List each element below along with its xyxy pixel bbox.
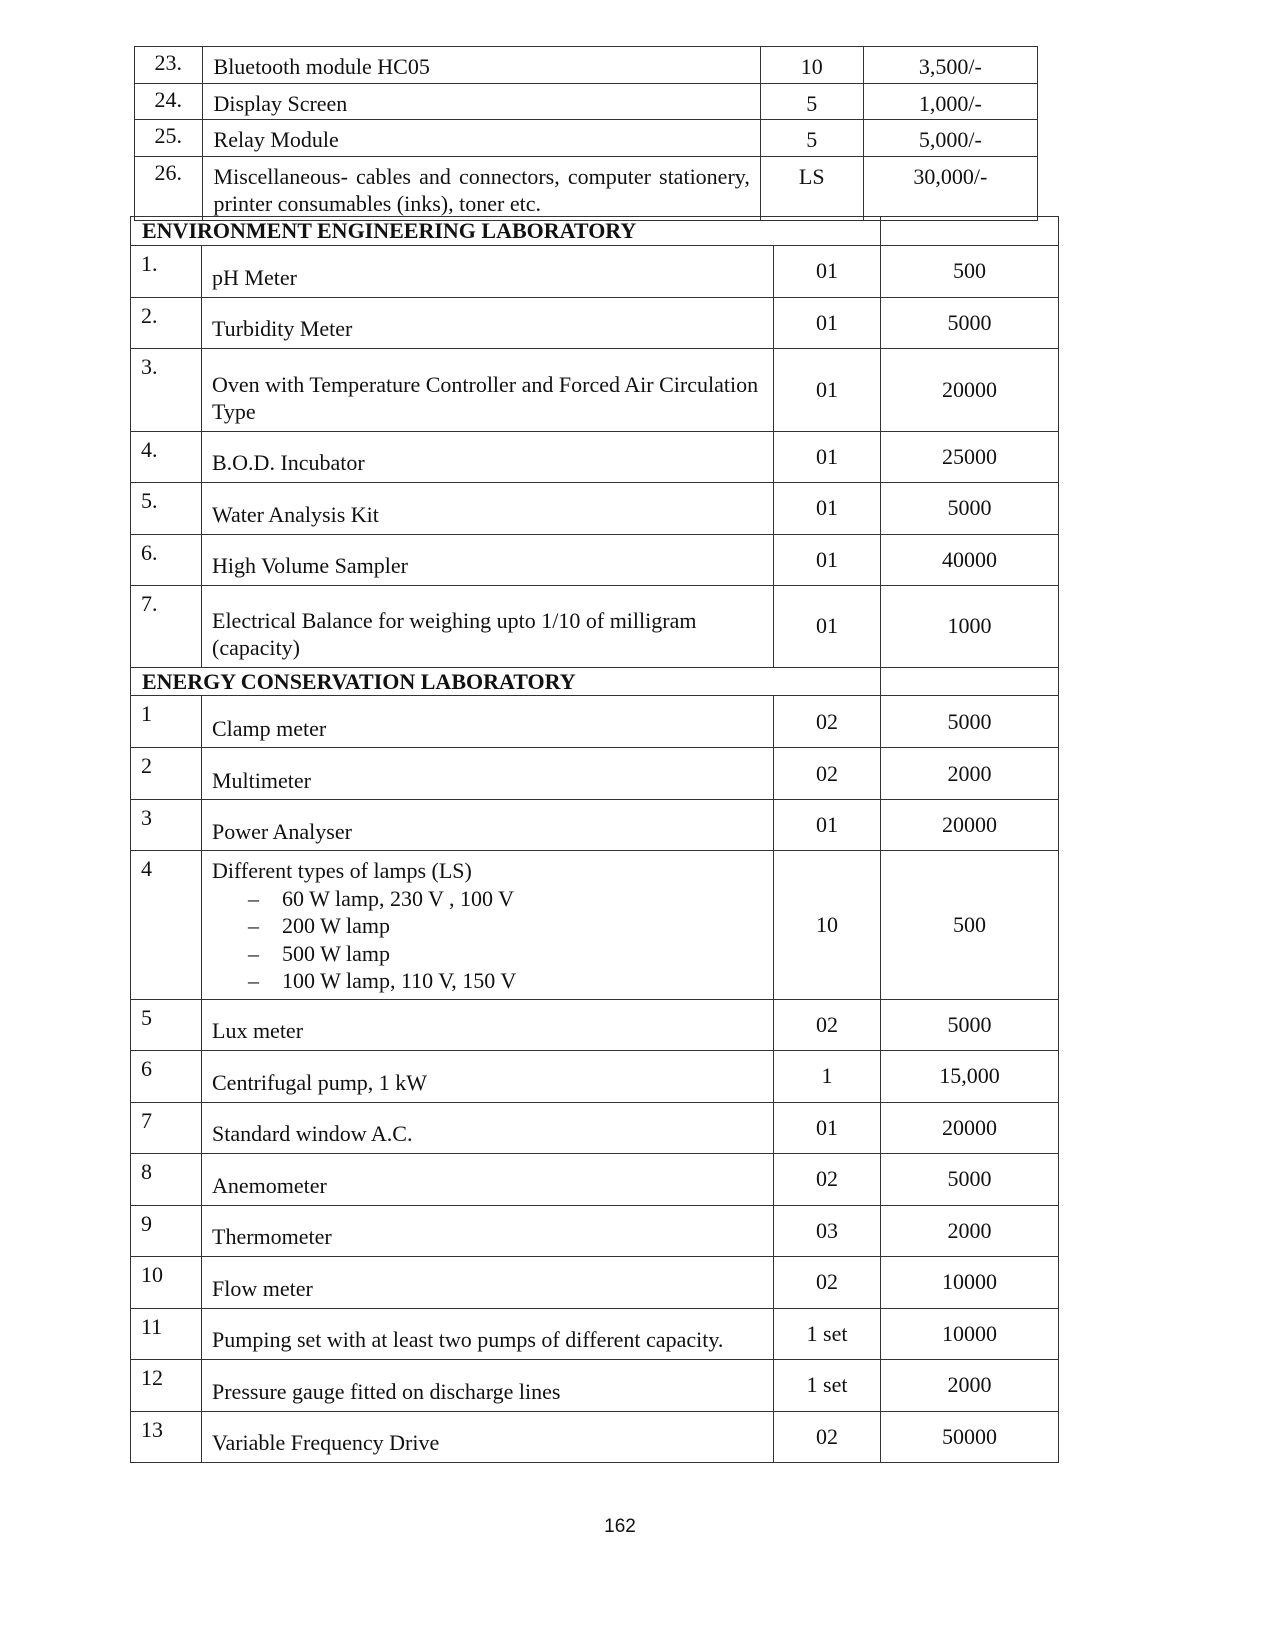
table-row xyxy=(131,1205,1059,1256)
item-cost: 5000 xyxy=(881,1153,1059,1205)
row-number: 6. xyxy=(131,534,202,585)
item-name: Water Analysis Kit xyxy=(202,482,774,534)
lamp-list xyxy=(212,885,765,995)
item-cost: 5000 xyxy=(881,297,1059,348)
item-cost: 50000 xyxy=(881,1411,1059,1462)
item-name: Power Analyser xyxy=(202,800,774,851)
item-cost: 5,000/- xyxy=(863,120,1037,157)
item-cost: 20000 xyxy=(881,1102,1059,1153)
item-name: Thermometer xyxy=(202,1205,774,1256)
item-quantity: 03 xyxy=(774,1205,881,1256)
item-cost: 500 xyxy=(881,245,1059,297)
item-cost: 20000 xyxy=(881,800,1059,851)
table-row xyxy=(131,534,1059,585)
item-cost: 5000 xyxy=(881,696,1059,748)
item-quantity: 01 xyxy=(774,482,881,534)
item-name: B.O.D. Incubator xyxy=(202,431,774,482)
section-heading-row xyxy=(131,667,1059,696)
table-row xyxy=(131,800,1059,851)
table-row xyxy=(131,245,1059,297)
item-quantity: 5 xyxy=(760,120,863,157)
table-row xyxy=(131,585,1059,667)
item-cost: 15,000 xyxy=(881,1050,1059,1102)
table-row xyxy=(131,1050,1059,1102)
item-quantity: 10 xyxy=(760,47,863,84)
item-quantity: 02 xyxy=(774,999,881,1050)
section-heading-row xyxy=(131,217,1059,246)
table-row xyxy=(131,1256,1059,1308)
item-name: Bluetooth module HC05 xyxy=(202,47,760,84)
table-row xyxy=(131,1102,1059,1153)
table-row xyxy=(135,120,1038,157)
table-row xyxy=(131,999,1059,1050)
row-number: 1. xyxy=(131,245,202,297)
item-quantity: 02 xyxy=(774,748,881,800)
table-row xyxy=(135,156,1038,220)
item-cost: 5000 xyxy=(881,482,1059,534)
item-name: Miscellaneous- cables and connectors, computer stationery, printer consumables (inks), toner etc. xyxy=(202,156,760,220)
row-number: 3. xyxy=(131,348,202,431)
row-number: 11 xyxy=(131,1308,202,1359)
item-name: Pressure gauge fitted on discharge lines xyxy=(202,1359,774,1411)
lamp-list-item: – 200 W lamp xyxy=(212,912,765,940)
page-number: 162 xyxy=(604,1516,636,1537)
item-name: Clamp meter xyxy=(202,696,774,748)
item-cost: 1000 xyxy=(881,585,1059,667)
item-cost: 500 xyxy=(881,851,1059,1000)
item-quantity: 01 xyxy=(774,348,881,431)
table-row xyxy=(135,47,1038,84)
energy-lab-heading: ENERGY CONSERVATION LABORATORY xyxy=(131,667,881,696)
item-quantity: 02 xyxy=(774,1411,881,1462)
table-row xyxy=(131,348,1059,431)
item-name: Electrical Balance for weighing upto 1/10 of milligram (capacity) xyxy=(202,585,774,667)
item-quantity: 01 xyxy=(774,431,881,482)
item-name: Standard window A.C. xyxy=(202,1102,774,1153)
row-number: 12 xyxy=(131,1359,202,1411)
item-cost: 40000 xyxy=(881,534,1059,585)
row-number: 5 xyxy=(131,999,202,1050)
item-cost: 10000 xyxy=(881,1308,1059,1359)
item-name: Multimeter xyxy=(202,748,774,800)
item-name: Pumping set with at least two pumps of different capacity. xyxy=(202,1308,774,1359)
item-quantity: 1 xyxy=(774,1050,881,1102)
item-quantity: 01 xyxy=(774,585,881,667)
table-row xyxy=(131,696,1059,748)
item-cost: 5000 xyxy=(881,999,1059,1050)
row-number: 8 xyxy=(131,1153,202,1205)
row-number: 13 xyxy=(131,1411,202,1462)
item-name: Flow meter xyxy=(202,1256,774,1308)
item-cost: 2000 xyxy=(881,748,1059,800)
item-name: Centrifugal pump, 1 kW xyxy=(202,1050,774,1102)
table-row xyxy=(135,83,1038,120)
item-quantity: 1 set xyxy=(774,1308,881,1359)
table-row xyxy=(131,748,1059,800)
item-name: Oven with Temperature Controller and Forced Air Circulation Type xyxy=(202,348,774,431)
item-cost: 3,500/- xyxy=(863,47,1037,84)
item-name: Display Screen xyxy=(202,83,760,120)
lamp-list-item: – 500 W lamp xyxy=(212,940,765,968)
item-quantity: 10 xyxy=(774,851,881,1000)
row-number: 4. xyxy=(131,431,202,482)
table-row xyxy=(131,482,1059,534)
item-quantity: LS xyxy=(760,156,863,220)
item-cost: 1,000/- xyxy=(863,83,1037,120)
row-number: 3 xyxy=(131,800,202,851)
laboratory-equipment-table xyxy=(130,216,1059,1463)
item-name: Lux meter xyxy=(202,999,774,1050)
row-number: 26. xyxy=(135,156,203,220)
item-quantity: 01 xyxy=(774,245,881,297)
table-row-lamps xyxy=(131,851,1059,1000)
row-number: 2. xyxy=(131,297,202,348)
table-row xyxy=(131,1359,1059,1411)
item-quantity: 5 xyxy=(760,83,863,120)
table-row xyxy=(131,431,1059,482)
item-name: Variable Frequency Drive xyxy=(202,1411,774,1462)
item-cost: 20000 xyxy=(881,348,1059,431)
lamp-list-item: – 60 W lamp, 230 V , 100 V xyxy=(212,885,765,913)
environment-lab-heading: ENVIRONMENT ENGINEERING LABORATORY xyxy=(131,217,881,246)
item-name: Anemometer xyxy=(202,1153,774,1205)
row-number: 7. xyxy=(131,585,202,667)
row-number: 6 xyxy=(131,1050,202,1102)
table-row xyxy=(131,1153,1059,1205)
item-name: Turbidity Meter xyxy=(202,297,774,348)
row-number: 25. xyxy=(135,120,203,157)
item-quantity: 02 xyxy=(774,696,881,748)
row-number: 5. xyxy=(131,482,202,534)
item-cost: 2000 xyxy=(881,1205,1059,1256)
lamp-list-item: – 100 W lamp, 110 V, 150 V xyxy=(212,967,765,995)
row-number: 10 xyxy=(131,1256,202,1308)
table-row xyxy=(131,297,1059,348)
item-name: High Volume Sampler xyxy=(202,534,774,585)
item-quantity: 01 xyxy=(774,1102,881,1153)
row-number: 4 xyxy=(131,851,202,1000)
item-cost: 30,000/- xyxy=(863,156,1037,220)
row-number: 1 xyxy=(131,696,202,748)
table-row xyxy=(131,1411,1059,1462)
lamps-cell xyxy=(202,851,774,1000)
item-cost: 2000 xyxy=(881,1359,1059,1411)
item-quantity: 1 set xyxy=(774,1359,881,1411)
row-number: 9 xyxy=(131,1205,202,1256)
item-name: Relay Module xyxy=(202,120,760,157)
lamps-title: Different types of lamps (LS) xyxy=(212,858,472,883)
empty-cell xyxy=(881,667,1059,696)
row-number: 24. xyxy=(135,83,203,120)
item-quantity: 02 xyxy=(774,1256,881,1308)
row-number: 23. xyxy=(135,47,203,84)
continuation-table xyxy=(134,46,1038,221)
item-quantity: 01 xyxy=(774,297,881,348)
item-quantity: 02 xyxy=(774,1153,881,1205)
item-cost: 25000 xyxy=(881,431,1059,482)
row-number: 7 xyxy=(131,1102,202,1153)
table-row xyxy=(131,1308,1059,1359)
row-number: 2 xyxy=(131,748,202,800)
empty-cell xyxy=(881,217,1059,246)
item-quantity: 01 xyxy=(774,534,881,585)
item-cost: 10000 xyxy=(881,1256,1059,1308)
item-quantity: 01 xyxy=(774,800,881,851)
item-name: pH Meter xyxy=(202,245,774,297)
